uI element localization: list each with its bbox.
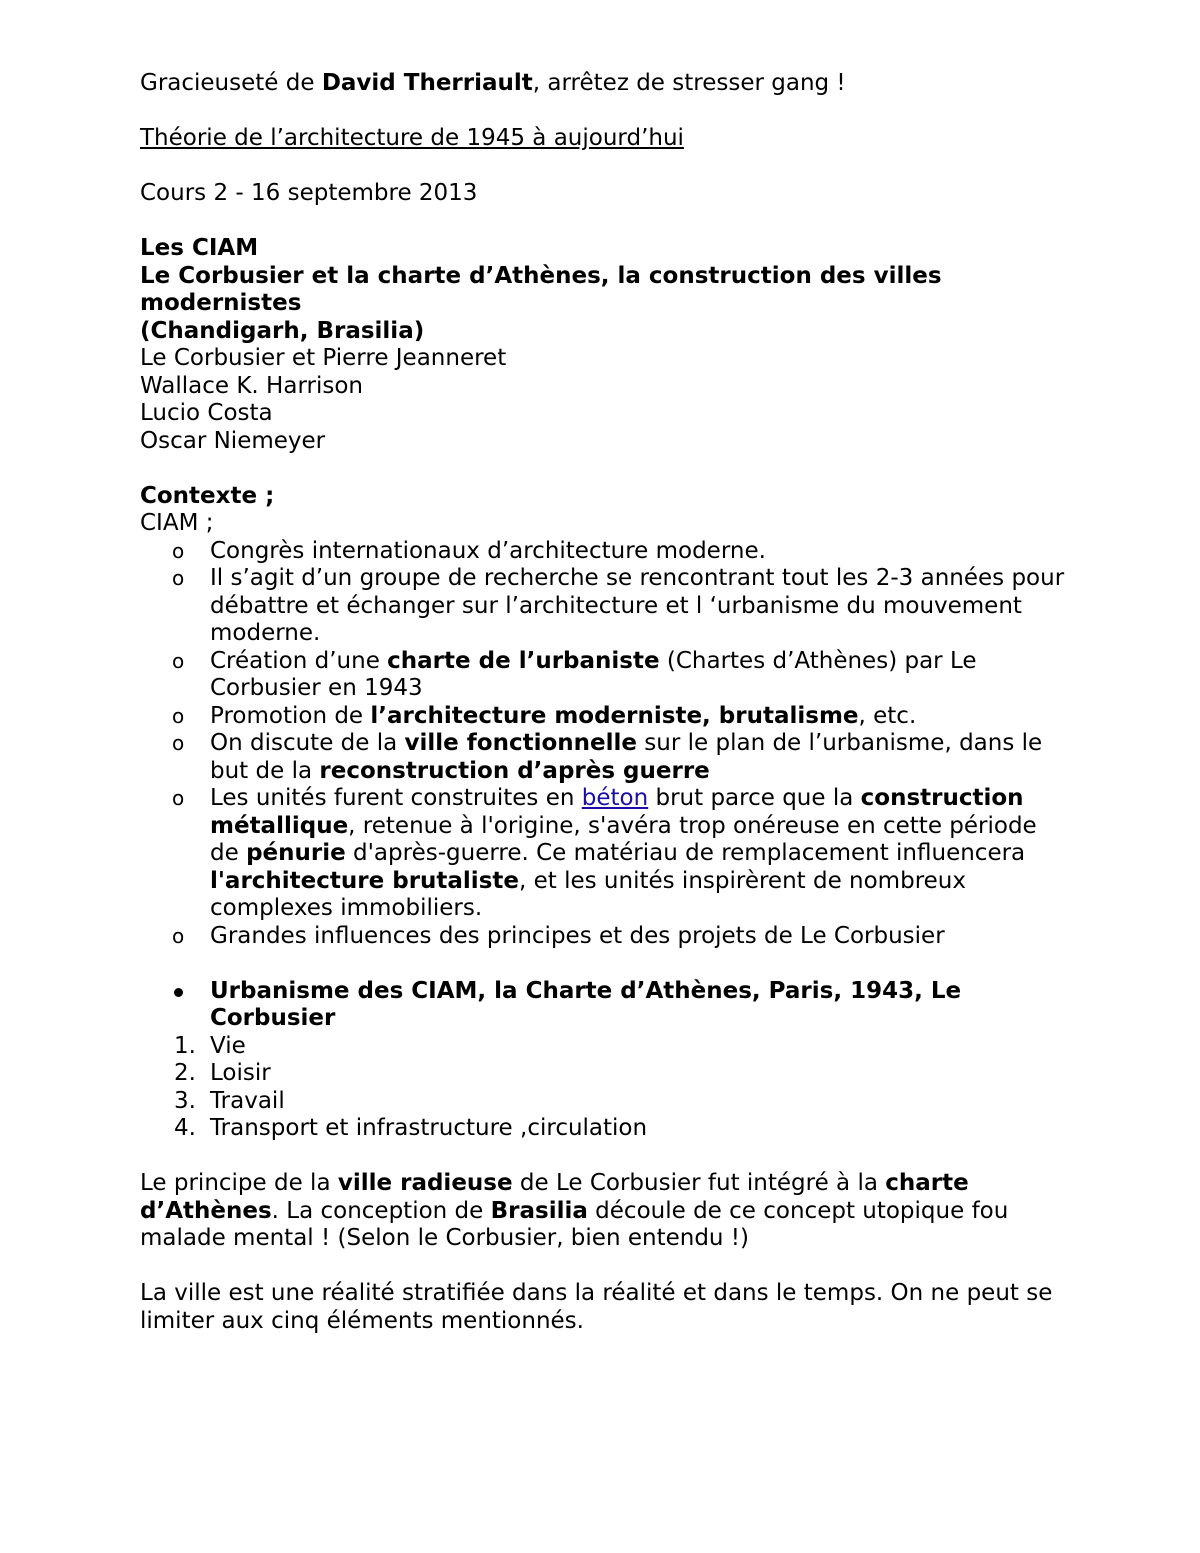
credit-name: David Therriault — [321, 70, 533, 96]
context-heading: Contexte ; — [140, 482, 275, 509]
circle-bullet-icon: o — [172, 703, 185, 728]
document-body — [140, 70, 1070, 1335]
circle-bullet-icon: o — [172, 538, 185, 563]
context-list — [140, 538, 1070, 951]
list-item: 3. Travail — [174, 1087, 285, 1114]
list-item: 4. Transport et infrastructure ,circulation — [174, 1115, 648, 1141]
circle-bullet-icon: o — [172, 923, 185, 948]
list-item: o Les unités furent construites en béton brut parce que la construction métallique, retenue à l'origine, s'avéra trop onéreuse en cette période de pénurie d'après-guerre. Ce matériau de remplacement influencera l'architecture brutaliste, et les unités inspirèrent de nombreux complexes immobiliers. — [172, 785, 1037, 921]
circle-bullet-icon: o — [172, 731, 185, 755]
topic-heading-ciam: Les CIAM — [140, 235, 259, 261]
list-item: o Création d’une charte de l’urbaniste (Chartes d’Athènes) par Le Corbusier en 1943 — [172, 647, 977, 701]
list-number: 3. — [174, 1087, 196, 1114]
credit-line — [140, 70, 1070, 98]
list-item: o Congrès internationaux d’architecture moderne. — [172, 537, 766, 564]
urbanism-heading: Urbanisme des CIAM, la Charte d’Athènes, Paris, 1943, Le Corbusier — [140, 978, 1070, 1033]
list-item: o Il s’agit d’un groupe de recherche se rencontrant tout les 2-3 années pour débattre et échanger sur l’architecture et l ‘urbanisme du mouvement moderne. — [172, 565, 1065, 646]
list-number: 4. — [174, 1115, 196, 1141]
urbanism-functions-list — [140, 1033, 1070, 1143]
ville-stratifiee-paragraph: La ville est une réalité stratifiée dans la réalité et dans le temps. On ne peut se limiter aux cinq éléments mentionnés. — [140, 1280, 1053, 1334]
ville-radieuse-paragraph: Le principe de la ville radieuse de Le Corbusier fut intégré à la charte d’Athènes. La conception de Brasilia découle de ce concept utopique fou malade mental ! (Selon le Corbusier, bien entendu !) — [140, 1170, 1009, 1251]
urbanism-heading-list — [140, 978, 1070, 1033]
bullet-icon — [174, 988, 183, 997]
list-item: o Promotion de l’architecture moderniste, brutalisme, etc. — [172, 702, 917, 729]
list-item: 2. Loisir — [174, 1060, 271, 1086]
list-number: 2. — [174, 1060, 196, 1086]
topic-heading-charte: Le Corbusier et la charte d’Athènes, la construction des villes modernistes — [140, 262, 942, 316]
architect-name: Le Corbusier et Pierre Jeanneret — [140, 345, 507, 371]
architect-name: Lucio Costa — [140, 400, 273, 426]
circle-bullet-icon: o — [172, 786, 185, 810]
credit-suffix: , arrêtez de stresser gang ! — [532, 70, 846, 96]
list-item: o Grandes influences des principes et des projets de Le Corbusier — [172, 922, 945, 949]
circle-bullet-icon: o — [172, 566, 185, 590]
circle-bullet-icon: o — [172, 648, 185, 673]
architect-name: Wallace K. Harrison — [140, 372, 363, 399]
list-item: o On discute de la ville fonctionnelle sur le plan de l’urbanisme, dans le but de la reconstruction d’après guerre — [172, 730, 1043, 784]
beton-link[interactable]: béton — [581, 785, 649, 811]
course-title: Théorie de l’architecture de 1945 à aujourd’hui — [140, 125, 684, 151]
ciam-label: CIAM ; — [140, 510, 214, 536]
credit-prefix: Gracieuseté de — [140, 70, 322, 96]
course-session: Cours 2 - 16 septembre 2013 — [140, 180, 478, 206]
topic-heading-cities: (Chandigarh, Brasilia) — [140, 317, 425, 344]
list-item: 1. Vie — [174, 1032, 246, 1059]
list-number: 1. — [174, 1032, 196, 1059]
architect-name: Oscar Niemeyer — [140, 427, 326, 454]
